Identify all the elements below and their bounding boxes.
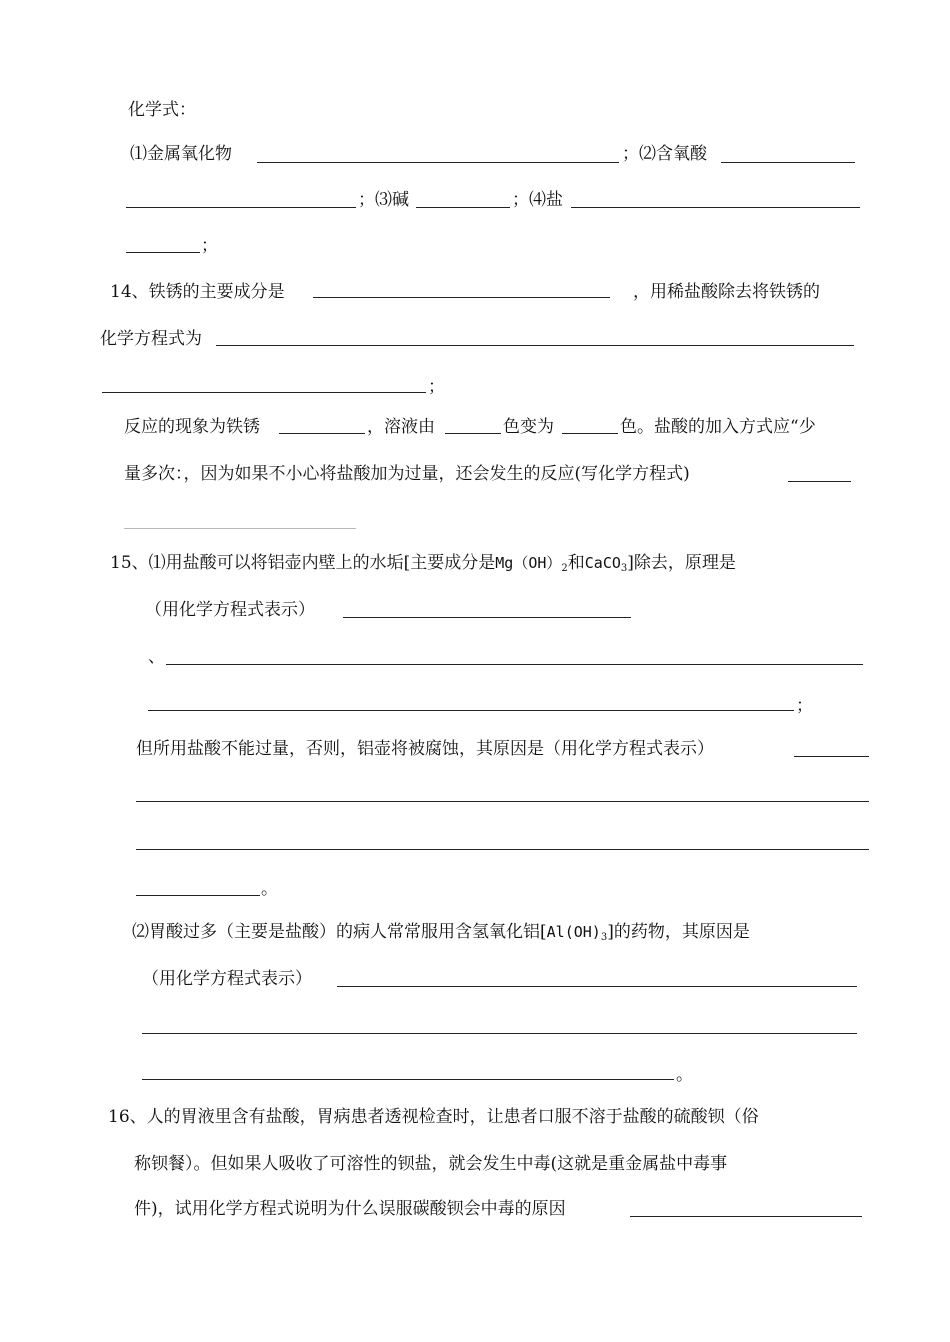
q15-aloh3-subscript: 3 xyxy=(600,932,608,943)
q15-period: 。 xyxy=(261,879,278,899)
q13-end: ； xyxy=(201,236,218,256)
q15-line1-text-a: 15、⑴用盐酸可以将铝壶内壁上的水垢[主要成分是 xyxy=(110,553,496,573)
q15-mg-formula: Mg（OH） xyxy=(495,554,562,572)
q15-semi: ； xyxy=(796,696,813,716)
q14-excess-reaction-blank-b[interactable] xyxy=(124,528,356,529)
q16-answer-blank[interactable] xyxy=(630,1216,862,1217)
q15-principle-blank-2[interactable] xyxy=(166,664,863,665)
q15-line5-text: 但所用盐酸不能过量，否则，铝壶将被腐蚀，其原因是（用化学方程式表示） xyxy=(136,739,714,759)
q13-answer-blank-1[interactable] xyxy=(257,162,619,163)
q14-color-from-blank[interactable] xyxy=(445,433,501,434)
q15-corrosion-blank-3[interactable] xyxy=(136,849,869,850)
q16-line3: 件)，试用化学方程式说明为什么误服碳酸钡会中毒的原因 xyxy=(134,1199,566,1219)
q15-caco3-subscript: 3 xyxy=(620,563,628,574)
q15-part2-text-b: ]的药物，其原因是 xyxy=(607,922,750,942)
q14-line4-text-d: 色。盐酸的加入方式应“少 xyxy=(620,417,816,437)
q15-caco3-formula: CaCO xyxy=(584,554,621,572)
q15-antacid-blank-1[interactable] xyxy=(337,986,857,987)
q14-excess-reaction-blank[interactable] xyxy=(788,481,851,482)
q15-mg-subscript: 2 xyxy=(561,563,568,574)
q15-part2-line1 xyxy=(132,920,750,950)
q14-line4-text-a: 反应的现象为铁锈 xyxy=(124,417,260,437)
q15-part2-period: 。 xyxy=(676,1065,693,1085)
q13-answer-blank-2[interactable] xyxy=(721,162,855,163)
q15-corrosion-blank-1[interactable] xyxy=(794,756,869,757)
q15-corrosion-blank-4[interactable] xyxy=(136,895,260,896)
q14-line1-text: 14、铁锈的主要成分是 xyxy=(110,282,285,302)
q15-line1 xyxy=(110,551,736,581)
q15-principle-blank-1[interactable] xyxy=(343,617,631,618)
q14-color-to-blank[interactable] xyxy=(562,433,618,434)
q13-part1-label: ⑴金属氧化物 xyxy=(130,144,232,164)
q15-aloh3-formula: Al(OH) xyxy=(546,923,601,941)
q14-phenomenon-blank[interactable] xyxy=(279,433,365,434)
q15-dun: 、 xyxy=(148,647,165,667)
q15-principle-blank-3[interactable] xyxy=(148,710,794,711)
q15-antacid-blank-2[interactable] xyxy=(142,1033,857,1034)
q13-part2-label: ；⑵含氧酸 xyxy=(622,144,707,164)
q15-part2-line2-text: （用化学方程式表示） xyxy=(142,969,312,989)
q14-line2-text: 化学方程式为 xyxy=(100,329,202,349)
q15-antacid-blank-3[interactable] xyxy=(142,1079,674,1080)
q13-heading: 化学式： xyxy=(128,100,196,120)
q16-line1: 16、人的胃液里含有盐酸，胃病患者透视检查时，让患者口服不溶于盐酸的硫酸钡（俗 xyxy=(108,1107,759,1127)
q15-and: 和 xyxy=(567,553,585,573)
q15-corrosion-blank-2[interactable] xyxy=(136,801,869,802)
q13-answer-blank-3[interactable] xyxy=(416,207,510,208)
q14-rust-component-blank[interactable] xyxy=(313,297,610,298)
q14-end: ； xyxy=(428,377,445,397)
q14-equation-blank[interactable] xyxy=(216,345,854,346)
q13-answer-blank-4b[interactable] xyxy=(126,252,200,253)
q15-line2-text: （用化学方程式表示） xyxy=(145,600,315,620)
q14-equation-blank-b[interactable] xyxy=(102,392,426,393)
q16-line2: 称钡餐）。但如果人吸收了可溶性的钡盐，就会发生中毒(这就是重金属盐中毒事 xyxy=(134,1154,728,1174)
q15-part2-text-a: ⑵胃酸过多（主要是盐酸）的病人常常服用含氢氧化铝[ xyxy=(132,922,547,942)
q13-answer-blank-4[interactable] xyxy=(571,207,860,208)
q13-part3-label: ；⑶碱 xyxy=(358,190,409,210)
q13-answer-blank-2b[interactable] xyxy=(126,207,356,208)
q14-line4-text-b: ，溶液由 xyxy=(367,417,435,437)
q13-part4-label: ；⑷盐 xyxy=(512,190,563,210)
q14-line4-text-c: 色变为 xyxy=(503,417,554,437)
q14-line1-text-b: ，用稀盐酸除去将铁锈的 xyxy=(633,282,820,302)
q14-line5-text: 量多次：，因为如果不小心将盐酸加为过量，还会发生的反应(写化学方程式) xyxy=(124,464,690,484)
q15-line1-text-b: ]除去，原理是 xyxy=(627,553,736,573)
